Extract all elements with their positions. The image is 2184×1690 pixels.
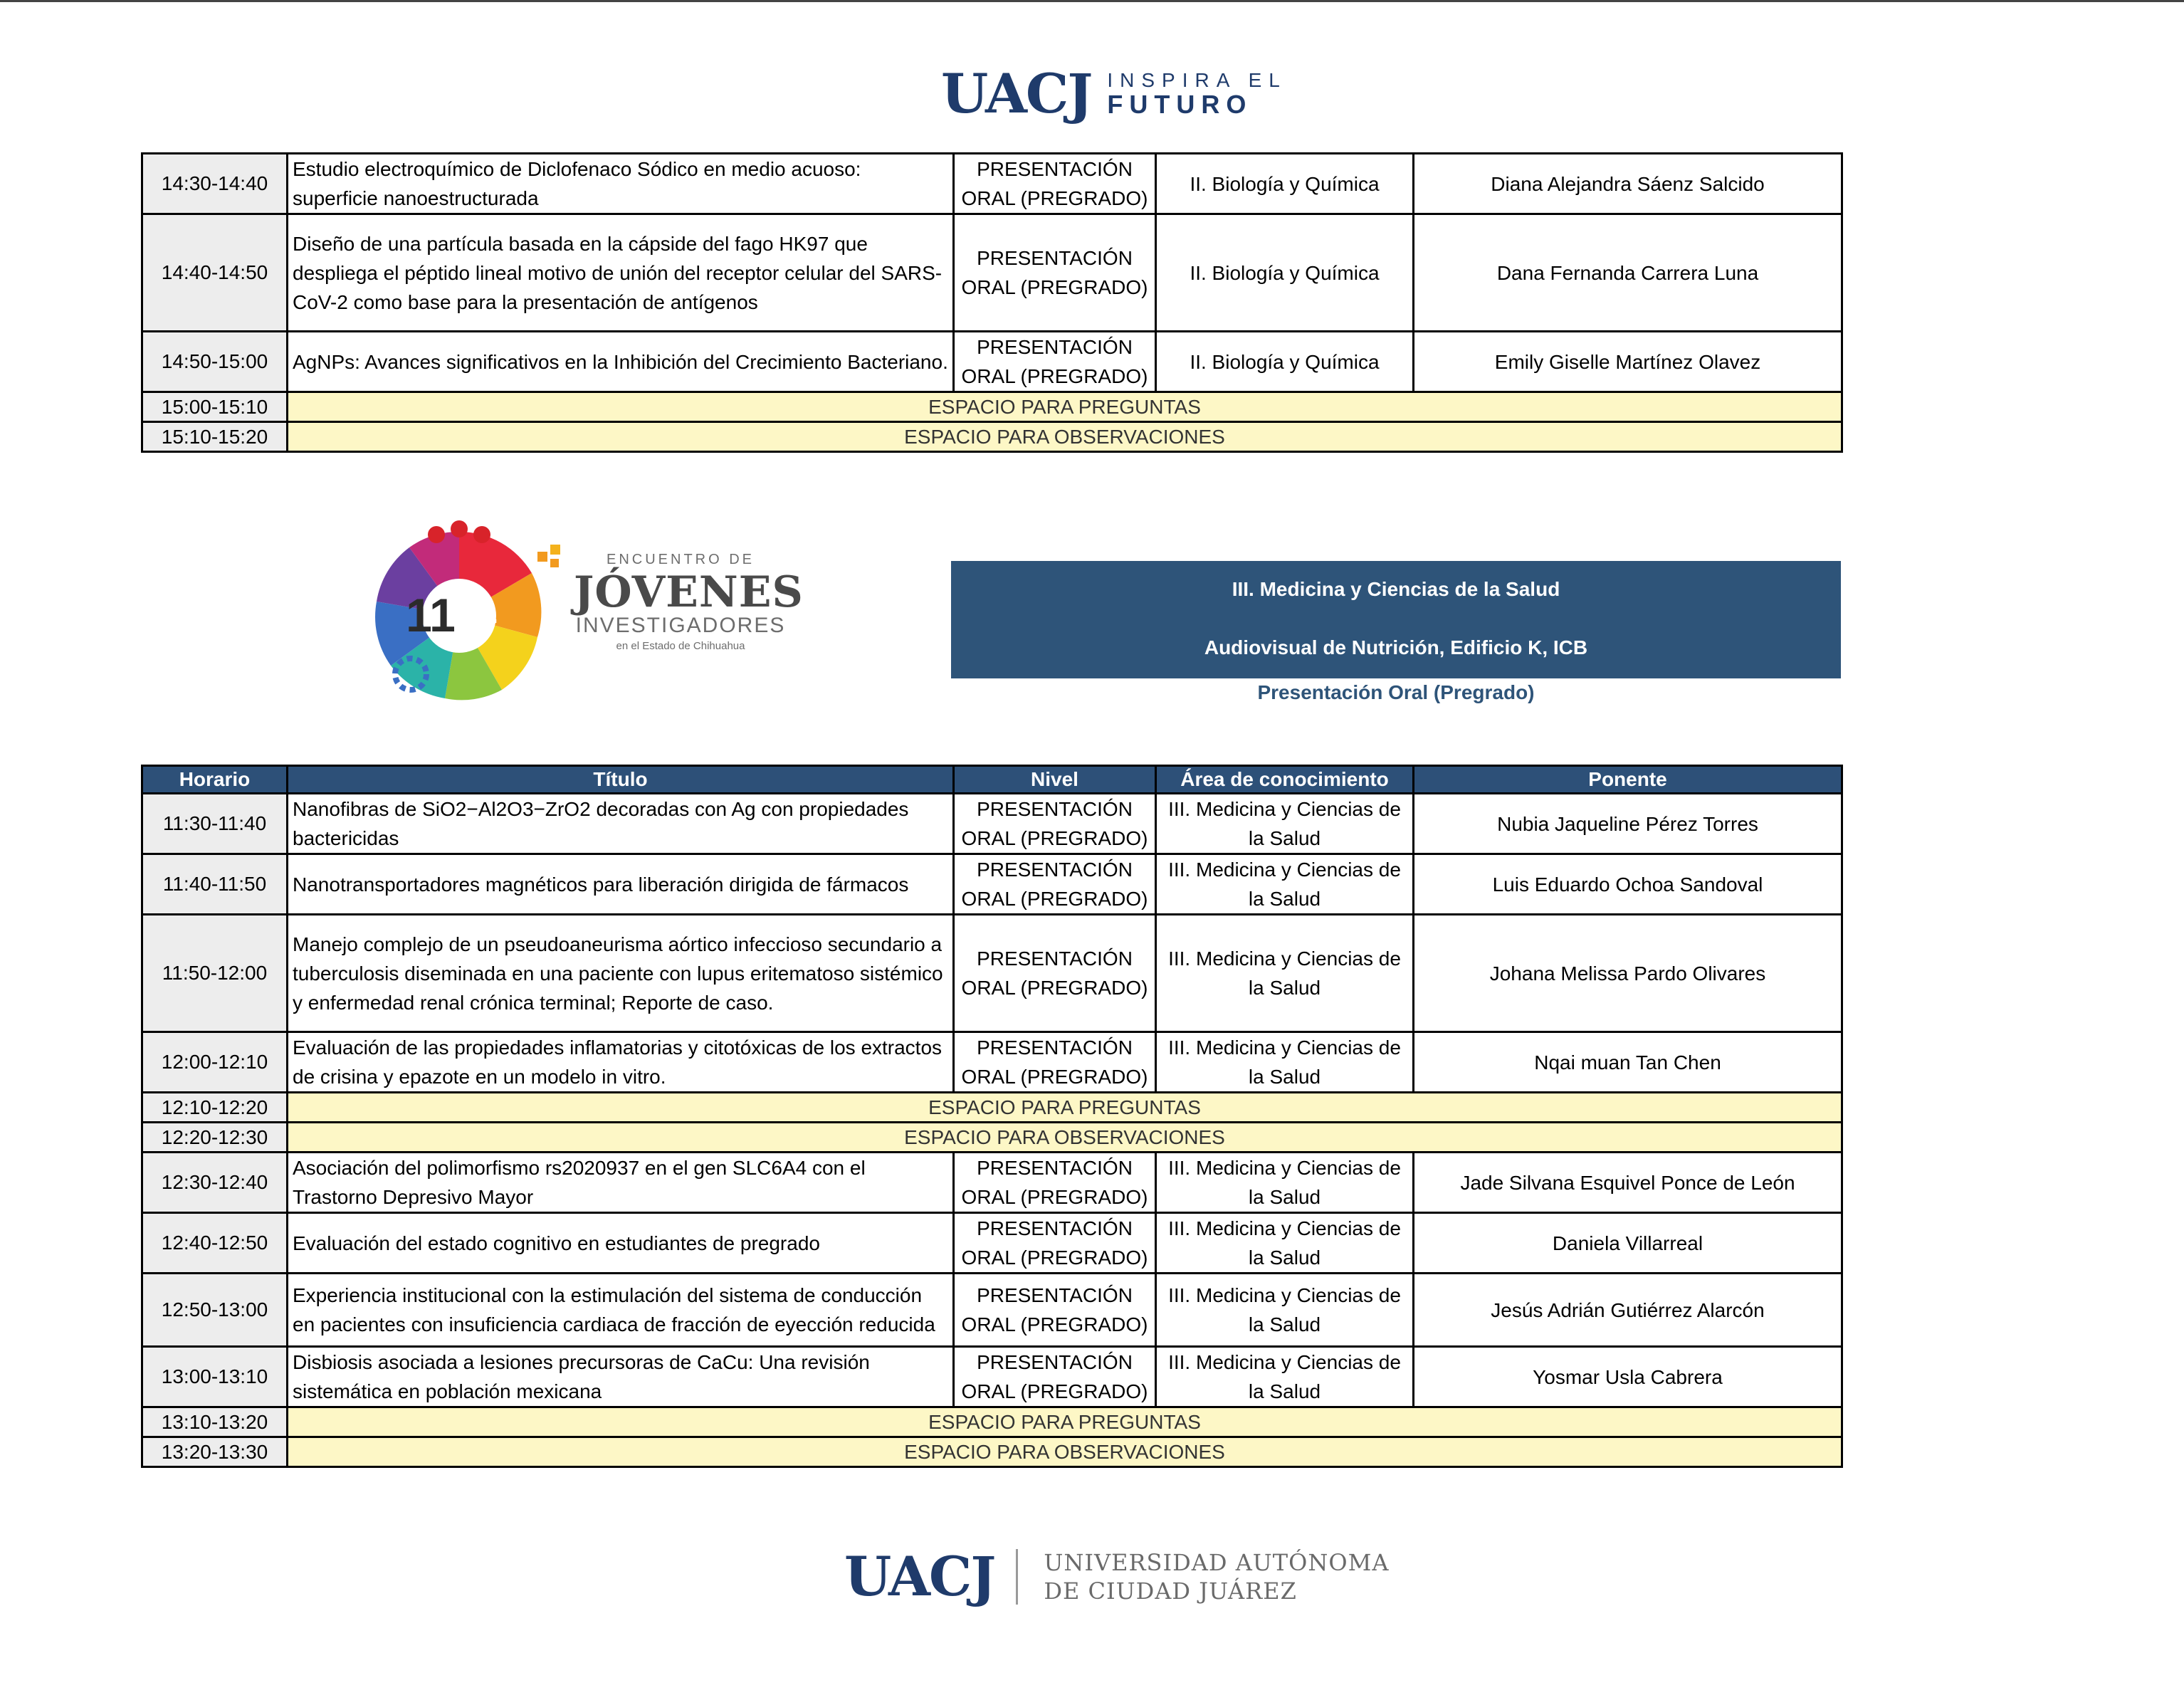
cell-titulo: Diseño de una partícula basada en la cápside del fago HK97 que despliega el péptido lineal motivo de unión del receptor celular del SARS-CoV-2 como base para la presentación de antígenos bbox=[288, 214, 954, 332]
cell-titulo: Asociación del polimorfismo rs2020937 en el gen SLC6A4 con el Trastorno Depresivo Mayor bbox=[288, 1153, 954, 1213]
event-logo-line-tiny: en el Estado de Chihuahua bbox=[616, 640, 745, 652]
cell-area: II. Biología y Química bbox=[1156, 332, 1414, 392]
cell-break-label: ESPACIO PARA OBSERVACIONES bbox=[288, 422, 1842, 452]
event-logo-line-big: JÓVENES bbox=[574, 567, 804, 617]
slogan-line1: INSPIRA EL bbox=[1107, 69, 1287, 91]
university-name bbox=[1044, 1548, 1389, 1605]
table-row bbox=[142, 1032, 1842, 1093]
cell-area: III. Medicina y Ciencias de la Salud bbox=[1156, 915, 1414, 1032]
cell-break-label: ESPACIO PARA OBSERVACIONES bbox=[288, 1123, 1842, 1153]
cell-horario: 14:40-14:50 bbox=[142, 214, 288, 332]
cell-horario: 14:30-14:40 bbox=[142, 154, 288, 214]
cell-titulo: Estudio electroquímico de Diclofenaco Sódico en medio acuoso: superficie nanoestructurada bbox=[288, 154, 954, 214]
cell-titulo: Evaluación del estado cognitivo en estudiantes de pregrado bbox=[288, 1213, 954, 1274]
cell-titulo: Evaluación de las propiedades inflamatorias y citotóxicas de los extractos de crisina y epazote en un modelo in vitro. bbox=[288, 1032, 954, 1093]
cell-area: II. Biología y Química bbox=[1156, 154, 1414, 214]
table-row bbox=[142, 1153, 1842, 1213]
university-name-line2: DE CIUDAD JUÁREZ bbox=[1044, 1578, 1297, 1605]
cell-horario: 12:20-12:30 bbox=[142, 1123, 288, 1153]
event-logo-text bbox=[574, 552, 804, 652]
cell-area: II. Biología y Química bbox=[1156, 214, 1414, 332]
cell-area: III. Medicina y Ciencias de la Salud bbox=[1156, 1213, 1414, 1274]
cell-nivel: PRESENTACIÓN ORAL (PREGRADO) bbox=[954, 1347, 1156, 1407]
uacj-footer-logo bbox=[844, 1545, 1389, 1609]
event-logo-number: 11 bbox=[406, 589, 456, 641]
break-row bbox=[142, 422, 1842, 452]
cell-horario: 11:30-11:40 bbox=[142, 794, 288, 854]
cell-nivel: PRESENTACIÓN ORAL (PREGRADO) bbox=[954, 1213, 1156, 1274]
uacj-top-logo bbox=[941, 62, 1287, 125]
cell-nivel: PRESENTACIÓN ORAL (PREGRADO) bbox=[954, 154, 1156, 214]
table-row bbox=[142, 1347, 1842, 1407]
break-row bbox=[142, 1407, 1842, 1437]
section-subtitle: Presentación Oral (Pregrado) bbox=[1257, 681, 1535, 703]
cell-horario: 14:50-15:00 bbox=[142, 332, 288, 392]
cell-ponente: Jade Silvana Esquivel Ponce de León bbox=[1414, 1153, 1842, 1213]
cell-area: III. Medicina y Ciencias de la Salud bbox=[1156, 794, 1414, 854]
uacj-wordmark: UACJ bbox=[941, 62, 1092, 125]
cell-nivel: PRESENTACIÓN ORAL (PREGRADO) bbox=[954, 214, 1156, 332]
table-header-row bbox=[142, 766, 1842, 794]
schedule-table-medicina bbox=[141, 765, 1843, 1468]
cell-area: III. Medicina y Ciencias de la Salud bbox=[1156, 854, 1414, 915]
footer-logo-divider bbox=[1016, 1549, 1018, 1605]
cell-area: III. Medicina y Ciencias de la Salud bbox=[1156, 1347, 1414, 1407]
cell-horario: 11:50-12:00 bbox=[142, 915, 288, 1032]
cell-titulo: AgNPs: Avances significativos en la Inhibición del Crecimiento Bacteriano. bbox=[288, 332, 954, 392]
cell-break-label: ESPACIO PARA OBSERVACIONES bbox=[288, 1437, 1842, 1467]
schedule-table-biologia bbox=[141, 152, 1843, 453]
cell-nivel: PRESENTACIÓN ORAL (PREGRADO) bbox=[954, 1153, 1156, 1213]
cell-horario: 11:40-11:50 bbox=[142, 854, 288, 915]
cell-horario: 13:10-13:20 bbox=[142, 1407, 288, 1437]
cell-ponente: Diana Alejandra Sáenz Salcido bbox=[1414, 154, 1842, 214]
event-logo-suffix: vo. bbox=[463, 602, 498, 629]
uacj-slogan bbox=[1107, 70, 1287, 117]
page-top-border bbox=[0, 0, 2184, 2]
cell-nivel: PRESENTACIÓN ORAL (PREGRADO) bbox=[954, 332, 1156, 392]
university-name-line1: UNIVERSIDAD AUTÓNOMA bbox=[1044, 1549, 1390, 1576]
cell-ponente: Daniela Villarreal bbox=[1414, 1213, 1842, 1274]
table-row bbox=[142, 214, 1842, 332]
cell-titulo: Nanofibras de SiO2−Al2O3−ZrO2 decoradas con Ag con propiedades bactericidas bbox=[288, 794, 954, 854]
cell-area: III. Medicina y Ciencias de la Salud bbox=[1156, 1274, 1414, 1347]
section-area: III. Medicina y Ciencias de la Salud bbox=[1232, 578, 1560, 600]
table-row bbox=[142, 915, 1842, 1032]
table-row bbox=[142, 154, 1842, 214]
cell-ponente: Nubia Jaqueline Pérez Torres bbox=[1414, 794, 1842, 854]
cell-horario: 12:00-12:10 bbox=[142, 1032, 288, 1093]
header-nivel: Nivel bbox=[954, 766, 1156, 794]
cell-horario: 12:40-12:50 bbox=[142, 1213, 288, 1274]
break-row bbox=[142, 1437, 1842, 1467]
cell-titulo: Nanotransportadores magnéticos para liberación dirigida de fármacos bbox=[288, 854, 954, 915]
break-row bbox=[142, 1123, 1842, 1153]
event-logo-line-small: ENCUENTRO DE bbox=[606, 552, 755, 567]
cell-horario: 12:50-13:00 bbox=[142, 1274, 288, 1347]
cell-nivel: PRESENTACIÓN ORAL (PREGRADO) bbox=[954, 915, 1156, 1032]
cell-ponente: Emily Giselle Martínez Olavez bbox=[1414, 332, 1842, 392]
cell-horario: 15:10-15:20 bbox=[142, 422, 288, 452]
table-row bbox=[142, 1274, 1842, 1347]
cell-titulo: Manejo complejo de un pseudoaneurisma aórtico infeccioso secundario a tuberculosis diseminada en una paciente con lupus eritematoso sistémico y enfermedad renal crónica terminal; Reporte de caso. bbox=[288, 915, 954, 1032]
cell-area: III. Medicina y Ciencias de la Salud bbox=[1156, 1032, 1414, 1093]
cell-nivel: PRESENTACIÓN ORAL (PREGRADO) bbox=[954, 1274, 1156, 1347]
cell-ponente: Yosmar Usla Cabrera bbox=[1414, 1347, 1842, 1407]
cell-horario: 15:00-15:10 bbox=[142, 392, 288, 422]
cell-ponente: Nqai muan Tan Chen bbox=[1414, 1032, 1842, 1093]
table-row bbox=[142, 854, 1842, 915]
table-row bbox=[142, 794, 1842, 854]
cell-ponente: Luis Eduardo Ochoa Sandoval bbox=[1414, 854, 1842, 915]
break-row bbox=[142, 392, 1842, 422]
cell-titulo: Disbiosis asociada a lesiones precursoras de CaCu: Una revisión sistemática en población mexicana bbox=[288, 1347, 954, 1407]
cell-horario: 12:10-12:20 bbox=[142, 1093, 288, 1123]
table-row bbox=[142, 332, 1842, 392]
header-area: Área de conocimiento bbox=[1156, 766, 1414, 794]
break-row bbox=[142, 1093, 1842, 1123]
header-horario: Horario bbox=[142, 766, 288, 794]
cell-nivel: PRESENTACIÓN ORAL (PREGRADO) bbox=[954, 794, 1156, 854]
cell-titulo: Experiencia institucional con la estimulación del sistema de conducción en pacientes con insuficiencia cardiaca de fracción de eyección reducida bbox=[288, 1274, 954, 1347]
slogan-line2: FUTURO bbox=[1107, 90, 1253, 119]
cell-horario: 13:20-13:30 bbox=[142, 1437, 288, 1467]
uacj-footer-wordmark: UACJ bbox=[844, 1545, 995, 1608]
section-venue: Audiovisual de Nutrición, Edificio K, ICB bbox=[1204, 636, 1588, 658]
table-row bbox=[142, 1213, 1842, 1274]
cell-nivel: PRESENTACIÓN ORAL (PREGRADO) bbox=[954, 854, 1156, 915]
section-header-box bbox=[951, 561, 1841, 678]
cell-area: III. Medicina y Ciencias de la Salud bbox=[1156, 1153, 1414, 1213]
event-logo-line-mid: INVESTIGADORES bbox=[575, 614, 786, 637]
header-titulo: Título bbox=[288, 766, 954, 794]
header-ponente: Ponente bbox=[1414, 766, 1842, 794]
cell-break-label: ESPACIO PARA PREGUNTAS bbox=[288, 392, 1842, 422]
cell-horario: 12:30-12:40 bbox=[142, 1153, 288, 1213]
cell-ponente: Jesús Adrián Gutiérrez Alarcón bbox=[1414, 1274, 1842, 1347]
cell-nivel: PRESENTACIÓN ORAL (PREGRADO) bbox=[954, 1032, 1156, 1093]
cell-break-label: ESPACIO PARA PREGUNTAS bbox=[288, 1407, 1842, 1437]
cell-ponente: Johana Melissa Pardo Olivares bbox=[1414, 915, 1842, 1032]
cell-break-label: ESPACIO PARA PREGUNTAS bbox=[288, 1093, 1842, 1123]
cell-horario: 13:00-13:10 bbox=[142, 1347, 288, 1407]
cell-ponente: Dana Fernanda Carrera Luna bbox=[1414, 214, 1842, 332]
